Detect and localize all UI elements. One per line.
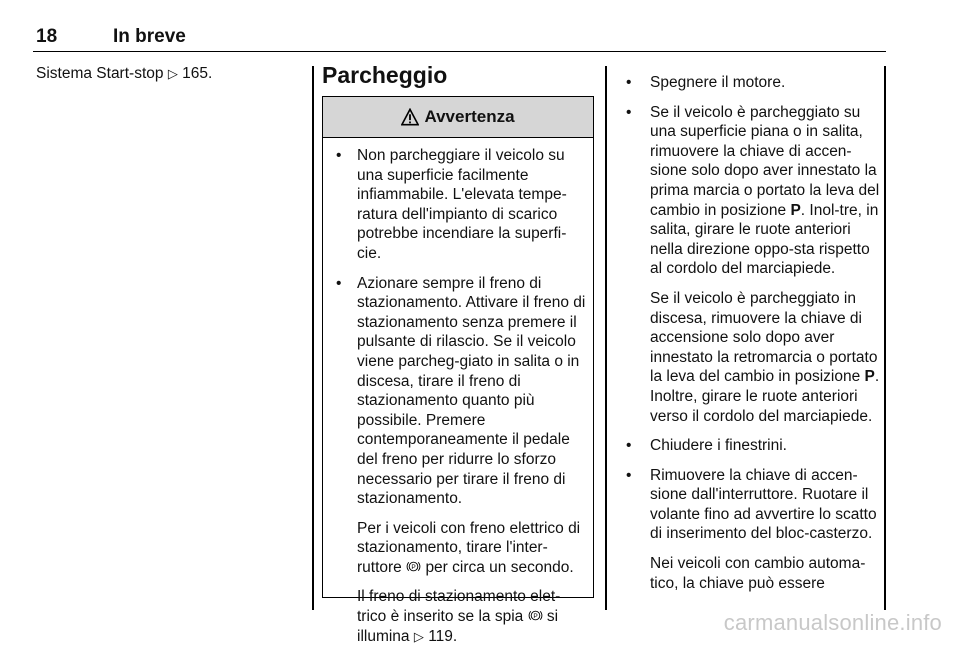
page-header xyxy=(0,0,960,52)
start-stop-reference xyxy=(36,65,212,83)
list-item xyxy=(616,73,884,93)
text-run: 119. xyxy=(428,627,458,645)
list-item xyxy=(616,466,884,594)
text-run: Se il veicolo è parcheggiato su una superficie piana o in salita, rimuovere la chiave di accen-sione solo dopo aver innestato la prima marcia o portato la leva del cambio in posizione xyxy=(650,103,880,219)
list-item xyxy=(616,103,884,427)
section-title: Parcheggio xyxy=(322,62,448,88)
warning-box xyxy=(322,96,594,645)
text-run: Se il veicolo è parcheggiato in discesa, rimuovere la chiave di accensione solo dopo aver innestato la retromarcia o portato la leva del cambio in posizione xyxy=(650,289,878,386)
column-divider xyxy=(312,66,314,610)
list-item xyxy=(323,146,593,264)
list-item-text: Rimuovere la chiave di accen-sione dall'interruttore. Ruotare il volante fino ad avvertire lo scatto di inserimento del bloc-casterzo. xyxy=(650,466,877,543)
page-title: In breve xyxy=(113,26,186,47)
warning-title: Avvertenza xyxy=(424,107,515,126)
list-item-text: Chiudere i finestrini. xyxy=(650,437,787,455)
text-run: per circa un secondo. xyxy=(425,558,574,576)
parking-brake-icon xyxy=(406,559,421,574)
list-item xyxy=(323,274,593,646)
warning-header xyxy=(323,97,593,138)
page-reference-icon: ▷ xyxy=(167,66,178,81)
list-item-text: Non parcheggiare il veicolo su una superficie facilmente infiammabile. L'elevata tempe-ratura dell'impianto di scarico potrebbe incendiare la superfi-cie. xyxy=(357,147,567,262)
parking-steps-list xyxy=(616,73,884,593)
bullet: • xyxy=(626,74,632,91)
list-item-text xyxy=(357,587,587,646)
header-rule xyxy=(33,51,886,52)
page-number: 18 xyxy=(36,26,58,47)
text-run: . Inoltre, girare le ruote anteriori verso il cordolo del marciapiede. xyxy=(650,368,880,425)
text-run: . Inol-tre, in salita, girare le ruote anteriori nella direzione oppo-sta rispetto al cordolo del marciapiede. xyxy=(650,201,879,278)
gear-position: P xyxy=(864,368,875,386)
warning-list xyxy=(323,138,593,646)
column-divider xyxy=(884,66,886,610)
reference-page: 165. xyxy=(182,65,213,82)
list-item-text xyxy=(650,103,884,279)
column-divider xyxy=(605,66,607,610)
page-reference-icon: ▷ xyxy=(413,628,424,644)
text-run: Per i veicoli con freno elettrico di stazionamento, tirare l'inter-ruttore xyxy=(357,519,581,576)
parking-brake-icon xyxy=(528,608,543,623)
bullet: • xyxy=(626,103,632,121)
svg-text:P: P xyxy=(532,613,538,620)
svg-text:P: P xyxy=(411,563,416,571)
reference-text: Sistema Start-stop xyxy=(36,65,164,82)
list-item-text: Azionare sempre il freno di stazionamento. Attivare il freno di stazionamento senza premere il pulsante di rilascio. Se il veicolo viene parcheg-giato in salita o in discesa, tirare il freno di stazionamento quanto più possibile. Premere contemporaneamente il pedale del freno per ridurre lo sforzo necessario per tirare il freno di stazionamento. xyxy=(357,274,586,508)
text-run: Il freno di stazionamento elet-trico è inserito se la spia xyxy=(357,588,561,626)
right-column xyxy=(616,73,884,603)
bullet: • xyxy=(336,274,342,292)
gear-position: P xyxy=(790,201,801,219)
list-item-text: Nei veicoli con cambio automa-tico, la chiave può essere xyxy=(650,555,866,592)
list-item-text xyxy=(650,289,884,426)
list-item-text: Spegnere il motore. xyxy=(650,74,786,91)
text-run: si illumina xyxy=(357,608,559,645)
bullet: • xyxy=(626,466,632,484)
list-item xyxy=(616,436,884,456)
warning-triangle-icon xyxy=(401,108,419,126)
bullet: • xyxy=(336,147,342,164)
watermark: carmanualsonline.info xyxy=(723,610,942,635)
list-item-text xyxy=(357,519,587,578)
bullet: • xyxy=(626,437,632,455)
